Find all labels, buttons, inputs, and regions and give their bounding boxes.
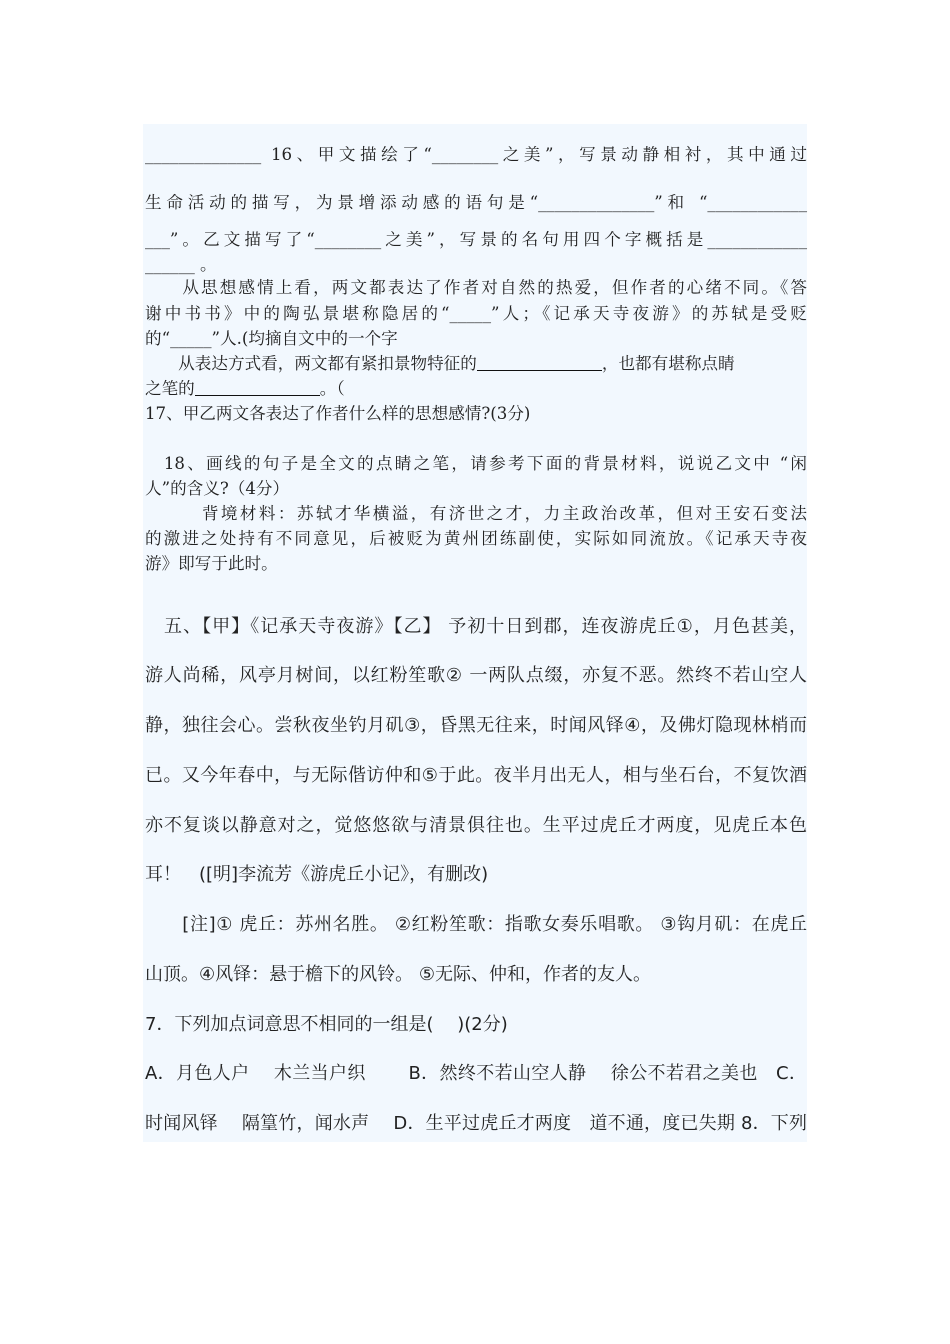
q16-line-9-blank (195, 379, 320, 396)
q16-line-5: 从思想感情上看，两文都表达了作者对自然的热爱，但作者的心绪不同。《答 (145, 278, 807, 297)
q16-line-6: 谢中书书》中的陶弘景堪称隐居的“_____”人；《记承天寺夜游》的苏轼是受贬 (145, 304, 807, 323)
q16-line-9-start: 之笔的 (145, 379, 195, 398)
q16-line-2: 生命活动的描写，为景增添动感的语句是“______________”和 “____________ (145, 193, 807, 212)
q18-line-5: 游》即写于此时。 (145, 554, 278, 573)
section5-para-line-4: 已。又今年春中，与无际偕访仲和⑤于此。夜半月出无人，相与坐石台，不复饮酒 (145, 765, 807, 786)
section5-note-line-1: [注]① 虎丘：苏州名胜。 ②红粉笙歌：指歌女奏乐唱歌。 ③钩月矶：在虎丘 (145, 914, 807, 935)
section5-para-line-5: 亦不复谈以静意对之，觉悠悠欲与清景俱往也。生平过虎丘才两度，见虎丘本色 (145, 815, 807, 836)
q16-line-8-blank (477, 354, 602, 371)
section5-note-line-2: 山顶。④风铎：悬于檐下的风铃。 ⑤无际、仲和，作者的友人。 (145, 964, 651, 985)
q17-prompt: 17、甲乙两文各表达了作者什么样的思想感情?(3分) (145, 404, 531, 423)
q16-line-9 (145, 375, 807, 399)
q16-line-3: ___”。乙文描写了“________之美”，写景的名句用四个字概括是____________ (145, 230, 807, 249)
q16-line-9-end: 。（ (319, 379, 345, 398)
q18-line-2: 人”的含义?（4分） (145, 479, 290, 498)
question-7-prompt: 7．下列加点词意思不相同的一组是( )(2分) (145, 1014, 508, 1035)
q16-line-8-end: ，也都有堪称点睛 (601, 354, 735, 373)
q18-line-1: 18、画线的句子是全文的点睛之笔，请参考下面的背景材料，说说乙文中 “闲 (145, 454, 807, 473)
question-7-options-cd: 时闻风铎 隔篁竹，闻水声 D．生平过虎丘才两度 道不通，度已失期 8．下列 (145, 1113, 807, 1134)
section5-para-line-6: 耳！ ([明]李流芳《游虎丘小记》，有删改) (145, 864, 489, 885)
section5-para-line-3: 静，独往会心。尝秋夜坐钓月矶③，昏黑无往来，时闻风铎④，及佛灯隐现林梢而 (145, 715, 807, 736)
q16-line-8-start: 从表达方式看，两文都有紧扣景物特征的 (145, 354, 477, 373)
section5-para-line-2: 游人尚稀，风亭月树间，以红粉笙歌② 一两队点缀，亦复不恶。然终不若山空人 (145, 665, 807, 686)
q16-line-8 (145, 350, 807, 374)
question-7-options-ab: A．月色人户 木兰当户织 B．然终不若山空人静 徐公不若君之美也 C． (145, 1063, 807, 1084)
q18-line-4: 的激进之处持有不同意见，后被贬为黄州团练副使，实际如同流放。《记承天寺夜 (145, 529, 807, 548)
section5-para-line-1: 五、【甲】《记承天寺夜游》【乙】 予初十日到郡，连夜游虎丘①，月色甚美， (145, 616, 807, 637)
q16-line-7: 的“_____”人.(均摘自文中的一个字 (145, 329, 398, 348)
q18-line-3: 背境材料：苏轼才华横溢，有济世之才，力主政治改革，但对王安石变法 (145, 504, 807, 523)
q16-line-1: ______________ 16、甲文描绘了“________之美”，写景动静相衬，其中通过 (145, 145, 807, 164)
q16-line-4: ______ 。 (145, 255, 217, 274)
